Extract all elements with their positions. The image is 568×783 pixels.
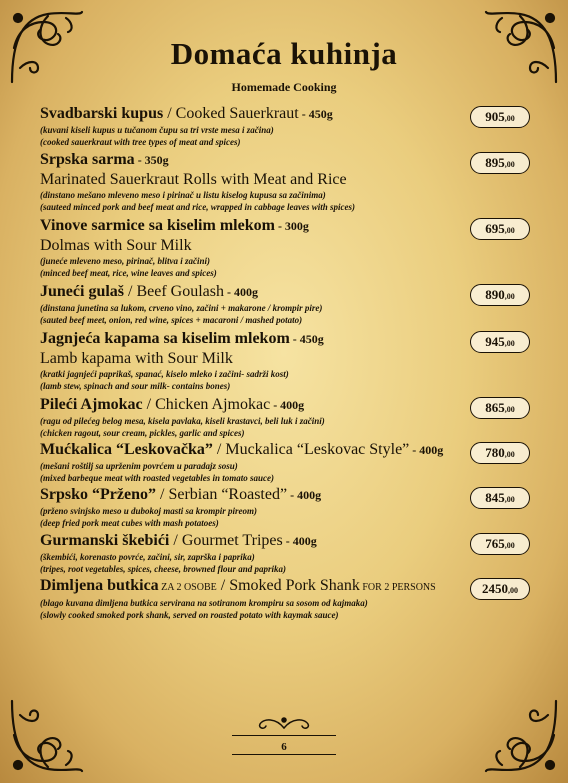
dish-description-sr: (ragu od pilećeg belog mesa, kisela pavlaka, kiseli krastavci, beli luk i začini) [40, 416, 325, 426]
price-badge: 865,00 [470, 397, 530, 419]
menu-list [40, 104, 530, 622]
dish-weight: - 400g [287, 488, 322, 502]
menu-item: Dimljena butkica ZA 2 OSOBE / Smoked Pork Shank FOR 2 PERSONS (blago kuvana dimljena butkica servirana na sotiranom krompiru sa sosom od kajmaka) (slowly cooked smoked pork shank, served on roasted potato with kaymak sauce) 2450,00 [40, 576, 530, 622]
dish-name-en: Marinated Sauerkraut Rolls with Meat and Rice [40, 171, 347, 188]
dish-description-en: (lamb stew, spinach and sour milk- contains bones) [40, 381, 231, 391]
price-badge: 780,00 [470, 442, 530, 464]
dish-weight: - 400g [409, 443, 444, 457]
dish-name-sr: Srpska sarma [40, 151, 135, 168]
footer-divider [232, 735, 336, 736]
menu-item: Gurmanski škebići / Gourmet Tripes - 400g (škembići, korenasto povrće, začini, sir, zaprška i paprika) (tripes, root vegetables, spices, cheese, browned flour and paprika) 765,00 [40, 531, 530, 576]
corner-flourish-icon [482, 697, 560, 775]
dish-name-en: Cooked Sauerkraut [175, 105, 299, 122]
dish-weight: - 450g [298, 107, 333, 121]
dish-description-en: (sauted beef meet, onion, red wine, spices + macaroni / mashed potato) [40, 315, 303, 325]
dish-description-sr: (kuvani kiseli kupus u tučanom čupu sa tri vrste mesa i začina) [40, 125, 274, 135]
price-badge: 695,00 [470, 218, 530, 240]
dish-description-en: (deep fried pork meat cubes with mash potatoes) [40, 518, 219, 528]
dish-name-en: Smoked Pork Shank [229, 577, 360, 594]
dish-description-sr: (dinstano mešano mleveno meso i pirinač u listu kiselog kupusa sa začinima) [40, 190, 326, 200]
price-badge: 845,00 [470, 487, 530, 509]
dish-name-en: Chicken Ajmokac [155, 396, 271, 413]
dish-weight: - 300g [274, 219, 309, 233]
dish-description-sr: (juneće mleveno meso, pirinač, blitva i začini) [40, 256, 210, 266]
dish-description-sr: (dinstana junetina sa lukom, crveno vino, začini + makarone / krompir pire) [40, 303, 323, 313]
menu-item [40, 216, 530, 282]
dish-name-en: Muckalica “Leskovac Style” [225, 441, 410, 458]
price-badge: 890,00 [470, 284, 530, 306]
dish-weight: - 450g [289, 332, 324, 346]
portion-note-sr: ZA 2 OSOBE [158, 582, 217, 593]
menu-item [40, 150, 530, 216]
dish-description-en: (sauteed minced pork and beef meat and rice, wrapped in cabbage leaves with spices) [40, 202, 355, 212]
price-badge: 765,00 [470, 533, 530, 555]
dish-description-sr: (škembići, korenasto povrće, začini, sir, zaprška i paprika) [40, 552, 255, 562]
dish-weight: - 400g [282, 534, 317, 548]
dish-description-en: (tripes, root vegetables, spices, cheese, browned flour and paprika) [40, 564, 286, 574]
portion-note-en: FOR 2 PERSONS [359, 582, 436, 593]
dish-description-en: (minced beef meat, rice, wine leaves and spices) [40, 268, 217, 278]
menu-item: Svadbarski kupus / Cooked Sauerkraut - 450g (kuvani kiseli kupus u tučanom čupu sa tri vrste mesa i začina) (cooked sauerkraut with tree types of meat and spices) 905,00 [40, 104, 530, 150]
dish-weight: - 350g [134, 153, 169, 167]
dish-weight: - 400g [224, 285, 258, 299]
dish-name-sr: Gurmanski škebići [40, 532, 170, 549]
dish-name-sr: Mućkalica “Leskovačka” [40, 441, 213, 458]
dish-description-en: (cooked sauerkraut with tree types of meat and spices) [40, 137, 241, 147]
dish-name-sr: Svadbarski kupus [40, 105, 164, 122]
dish-name-sr: Jagnjeća kapama sa kiselim mlekom [40, 330, 290, 347]
dish-description-en: (slowly cooked smoked pork shank, served on roasted potato with kaymak sauce) [40, 610, 339, 620]
page-number: 6 [281, 741, 287, 753]
dish-name-sr: Pileći Ajmokac [40, 396, 143, 413]
dish-name-sr: Srpsko “Prženo” [40, 486, 156, 503]
dish-description-sr: (prženo svinjsko meso u dubokoj masti sa krompir pireom) [40, 506, 258, 516]
dish-name-en: Gourmet Tripes [181, 532, 283, 549]
menu-item: Mućkalica “Leskovačka” / Muckalica “Leskovac Style” - 400g (mešani roštilj sa uprženim povrćem u paradajz sosu) (mixed barbeque meat with roasted vegetables in tomato sauce) 780,00 [40, 440, 530, 485]
dish-name-sr: Dimljena butkica [40, 577, 159, 594]
dish-description-sr: (blago kuvana dimljena butkica servirana na sotiranom krompiru sa sosom od kajmaka) [40, 598, 368, 608]
menu-item: Pileći Ajmokac / Chicken Ajmokac - 400g (ragu od pilećeg belog mesa, kisela pavlaka, kiseli krastavci, beli luk i začini) (chicken ragout, sour cream, pickles, garlic and spices) 865,00 [40, 395, 530, 440]
price-badge: 945,00 [470, 331, 530, 353]
price-badge: 2450,00 [470, 578, 530, 600]
dish-description-sr: (mešani roštilj sa uprženim povrćem u paradajz sosu) [40, 461, 238, 471]
menu-item: Srpsko “Prženo” / Serbian “Roasted” - 400g (prženo svinjsko meso u dubokoj masti sa krompir pireom) (deep fried pork meat cubes with mash potatoes) 845,00 [40, 485, 530, 531]
dish-name-sr: Juneći gulaš [40, 283, 125, 300]
menu-item [40, 329, 530, 395]
dish-name-en: Serbian “Roasted” [168, 486, 288, 503]
dish-weight: - 400g [270, 398, 305, 412]
price-badge: 905,00 [470, 106, 530, 128]
dish-description-en: (mixed barbeque meat with roasted vegetables in tomato sauce) [40, 473, 274, 483]
page-title: Domaća kuhinja [170, 36, 398, 71]
dish-description-en: (chicken ragout, sour cream, pickles, garlic and spices) [40, 428, 245, 438]
dish-name-sr: Vinove sarmice sa kiselim mlekom [40, 217, 275, 234]
footer-flourish-icon [254, 714, 314, 732]
corner-flourish-icon [8, 697, 86, 775]
dish-name-en: Dolmas with Sour Milk [40, 237, 192, 254]
page-subtitle: Homemade Cooking [231, 80, 337, 94]
footer-divider [232, 754, 336, 755]
dish-description-sr: (kratki jagnjeći paprikaš, spanać, kiselo mleko i začini- sadrži kost) [40, 369, 289, 379]
dish-name-en: Beef Goulash [136, 283, 224, 300]
dish-name-en: Lamb kapama with Sour Milk [40, 350, 233, 367]
menu-item: Juneći gulaš / Beef Goulash - 400g (dinstana junetina sa lukom, crveno vino, začini + makarone / krompir pire) (sauted beef meet, onion, red wine, spices + macaroni / mashed potato) 890,00 [40, 282, 530, 329]
price-badge: 895,00 [470, 152, 530, 174]
